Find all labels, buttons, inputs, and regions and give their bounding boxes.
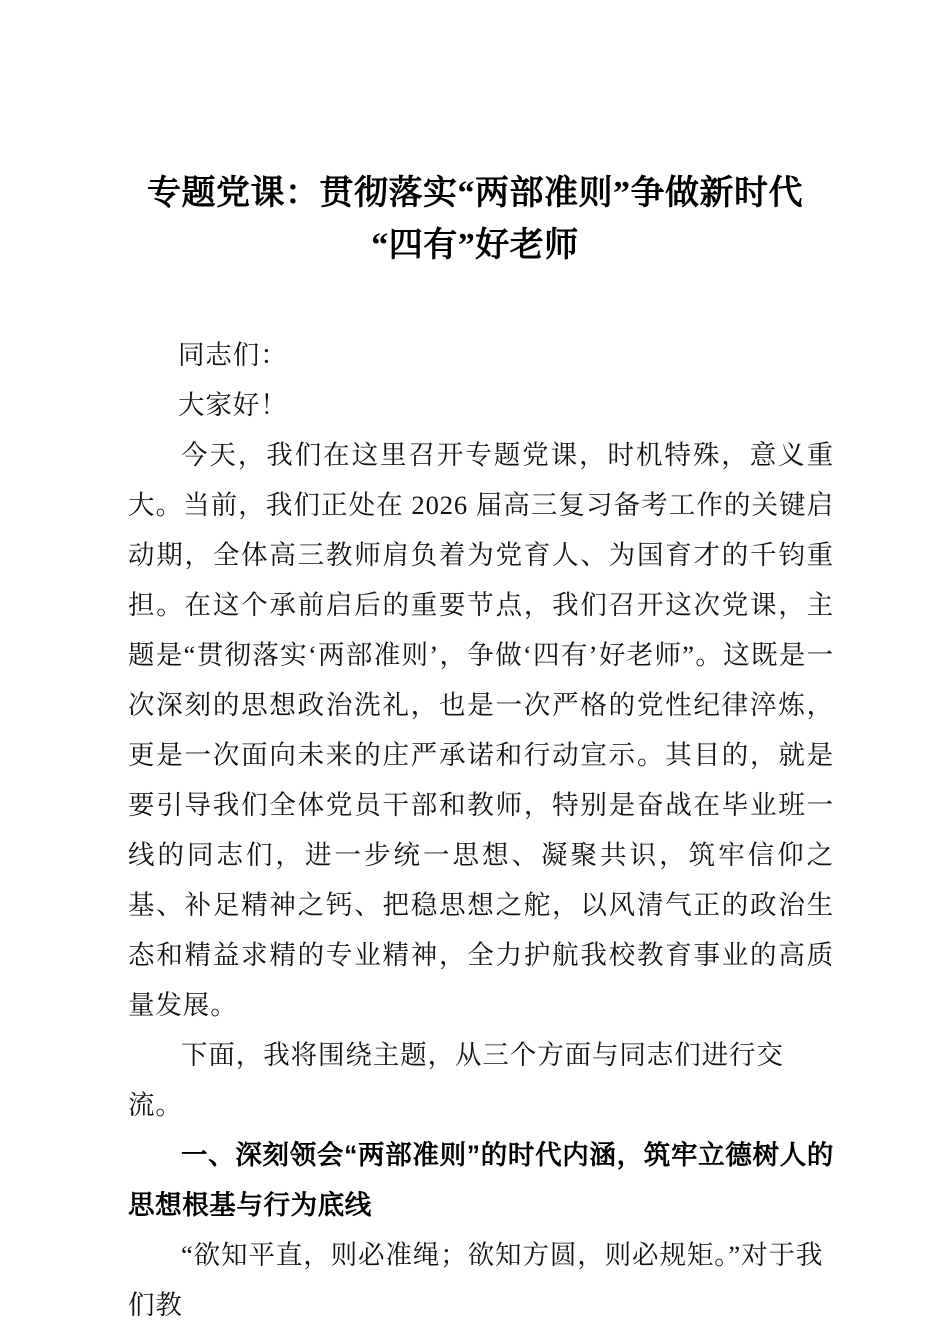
page-title-line-1: 专题党课：贯彻落实“两部准则”争做新时代 — [147, 175, 803, 212]
salutation-greeting: 大家好！ — [178, 390, 288, 420]
paragraph-three-aspects-intro: 下面，我将围绕主题，从三个方面与同志们进行交流。 — [128, 1040, 784, 1120]
document-body — [128, 330, 834, 1330]
paragraph-opening-context: 今天，我们在这里召开专题党课，时机特殊，意义重大。当前，我们正处在 2026 届高三复习备考工作的关键启动期，全体高三教师肩负着为党育人、为国育才的千钧重担。在这个承前启后的重要节点，我们召开这次党课，主题是“贯彻落实‘两部准则’，争做‘四有’好老师”。这既是一次深刻的思想政治洗礼，也是一次严格的党性纪律淬炼，更是一次面向未来的庄严承诺和行动宣示。其目的，就是要引导我们全体党员干部和教师，特别是奋战在毕业班一线的同志们，进一步统一思想、凝聚共识，筑牢信仰之基、补足精神之钙、把稳思想之舵，以风清气正的政治生态和精益求精的专业精神，全力护航我校教育事业的高质量发展。 — [128, 440, 834, 1020]
paragraph-quote-rules: “欲知平直，则必准绳；欲知方圆，则必规矩。”对于我们教 — [128, 1240, 824, 1320]
section-heading-one: 一、深刻领会“两部准则”的时代内涵，筑牢立德树人的思想根基与行为底线 — [128, 1140, 834, 1220]
page-title-line-2: “四有”好老师 — [371, 227, 579, 264]
page-title — [118, 168, 832, 272]
salutation-comrades: 同志们： — [178, 340, 288, 370]
